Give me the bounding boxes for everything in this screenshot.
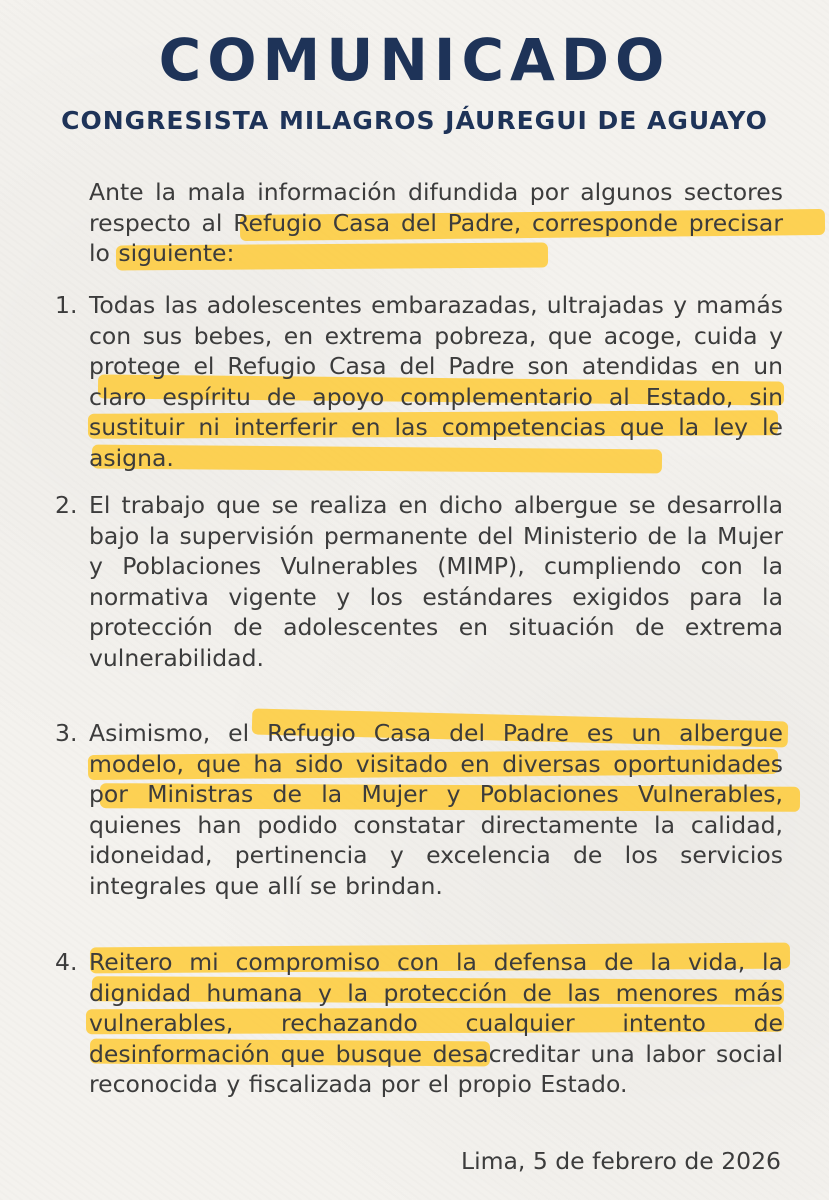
- list-item-number: 3.: [55, 719, 78, 747]
- intro-paragraph: Ante la mala información difundida por algunos sectores respecto al Refugio Casa del Padre, corresponde precisar lo siguiente:: [89, 178, 783, 267]
- list-item-number: 2.: [55, 491, 78, 519]
- list-item-number: 4.: [55, 948, 78, 976]
- list-item: Asimismo, el Refugio Casa del Padre es un albergue modelo, que ha sido visitado en diversas oportunidades por Ministras de la Mujer y Poblaciones Vulnerables, quienes han podido constatar directamente la calidad, idoneidad, pertinencia y excelencia de los servicios integrales que allí se brindan.: [89, 719, 783, 900]
- document-subtitle: CONGRESISTA MILAGROS JÁUREGUI DE AGUAYO: [61, 106, 768, 135]
- list-item: Reitero mi compromiso con la defensa de la vida, la dignidad humana y la protección de las menores más vulnerables, rechazando cualquier intento de desinformación que busque desacreditar una labor social reconocida y fiscalizada por el propio Estado.: [89, 948, 783, 1098]
- list-item-number: 1.: [55, 291, 78, 319]
- list-item: El trabajo que se realiza en dicho albergue se desarrolla bajo la supervisión permanente del Ministerio de la Mujer y Poblaciones Vulnerables (MIMP), cumpliendo con la normativa vigente y los estándares exigidos para la protección de adolescentes en situación de extrema vulnerabilidad.: [89, 491, 783, 672]
- list-item: Todas las adolescentes embarazadas, ultrajadas y mamás con sus bebes, en extrema pobreza, que acoge, cuida y protege el Refugio Casa del Padre son atendidas en un claro espíritu de apoyo complementario al Estado, sin sustituir ni interferir en las competencias que la ley le asigna.: [89, 291, 783, 472]
- document-date: Lima, 5 de febrero de 2026: [460, 1147, 781, 1175]
- document-title: COMUNICADO: [158, 26, 671, 94]
